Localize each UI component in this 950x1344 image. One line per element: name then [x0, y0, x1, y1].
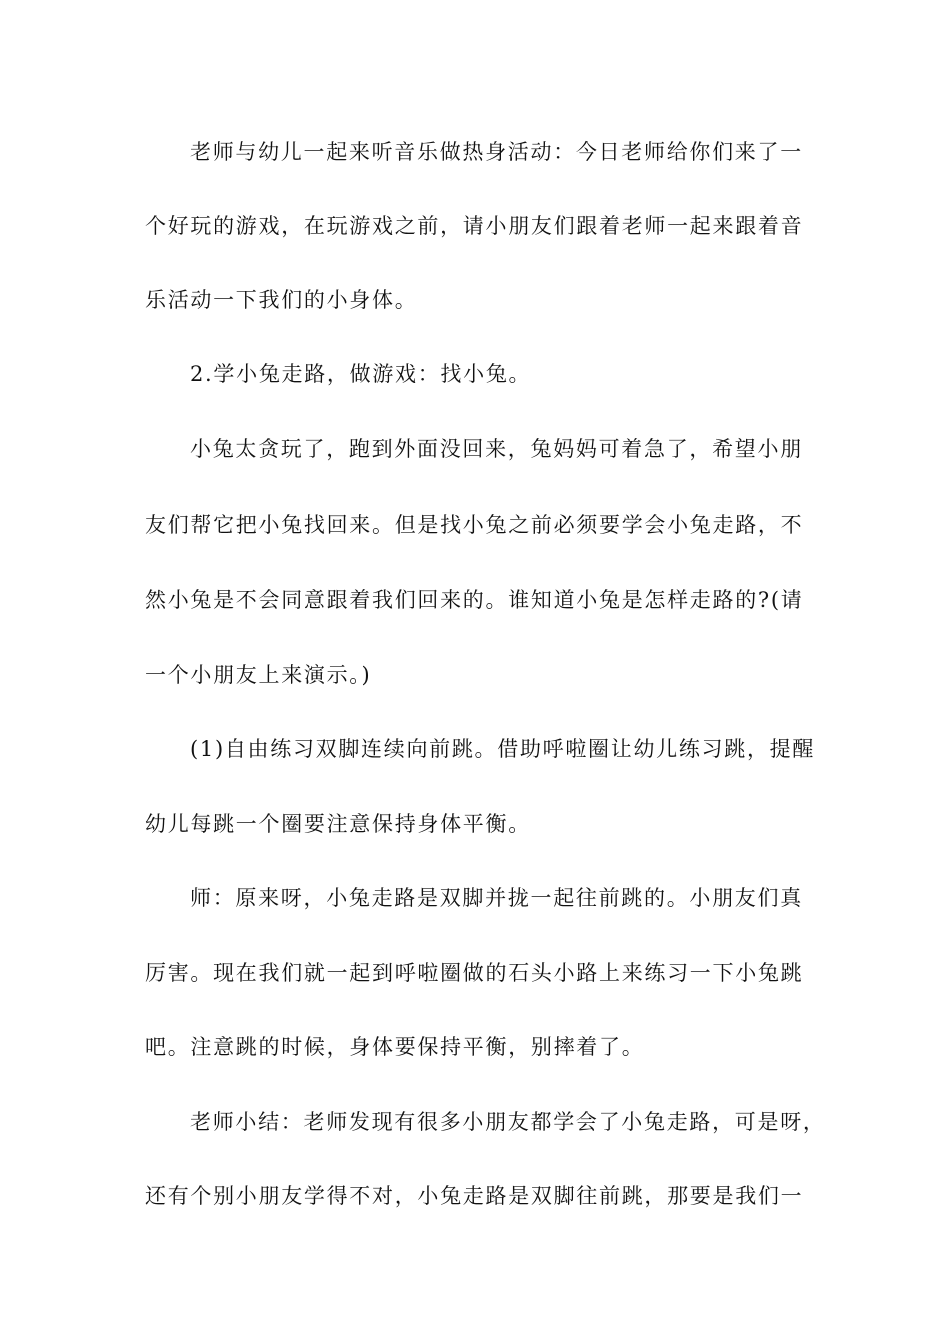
text-line: 老师与幼儿一起来听音乐做热身活动：今日老师给你们来了一 — [190, 140, 803, 164]
text-line: 乐活动一下我们的小身体。 — [145, 288, 418, 312]
text-line: 友们帮它把小兔找回来。但是找小兔之前必须要学会小兔走路，不 — [145, 513, 804, 537]
text-line: 还有个别小朋友学得不对，小兔走路是双脚往前跳，那要是我们一 — [145, 1184, 804, 1208]
text-line: 一个小朋友上来演示。) — [145, 663, 372, 687]
text-line: 个好玩的游戏，在玩游戏之前，请小朋友们跟着老师一起来跟着音 — [145, 214, 804, 238]
text-line: 幼儿每跳一个圈要注意保持身体平衡。 — [145, 812, 531, 836]
text-line: (1)自由练习双脚连续向前跳。借助呼啦圈让幼儿练习跳，提醒 — [190, 737, 816, 761]
text-line: 厉害。现在我们就一起到呼啦圈做的石头小路上来练习一下小兔跳 — [145, 961, 804, 985]
text-line: 2.学小兔走路，做游戏：找小兔。 — [190, 362, 532, 386]
text-line: 老师小结：老师发现有很多小朋友都学会了小兔走路，可是呀， — [190, 1110, 826, 1134]
text-line: 小兔太贪玩了，跑到外面没回来，兔妈妈可着急了，希望小朋 — [190, 437, 803, 461]
text-line: 然小兔是不会同意跟着我们回来的。谁知道小兔是怎样走路的?(请 — [145, 588, 804, 612]
text-line: 吧。注意跳的时候，身体要保持平衡，别摔着了。 — [145, 1035, 645, 1059]
text-line: 师：原来呀，小兔走路是双脚并拢一起往前跳的。小朋友们真 — [190, 886, 803, 910]
